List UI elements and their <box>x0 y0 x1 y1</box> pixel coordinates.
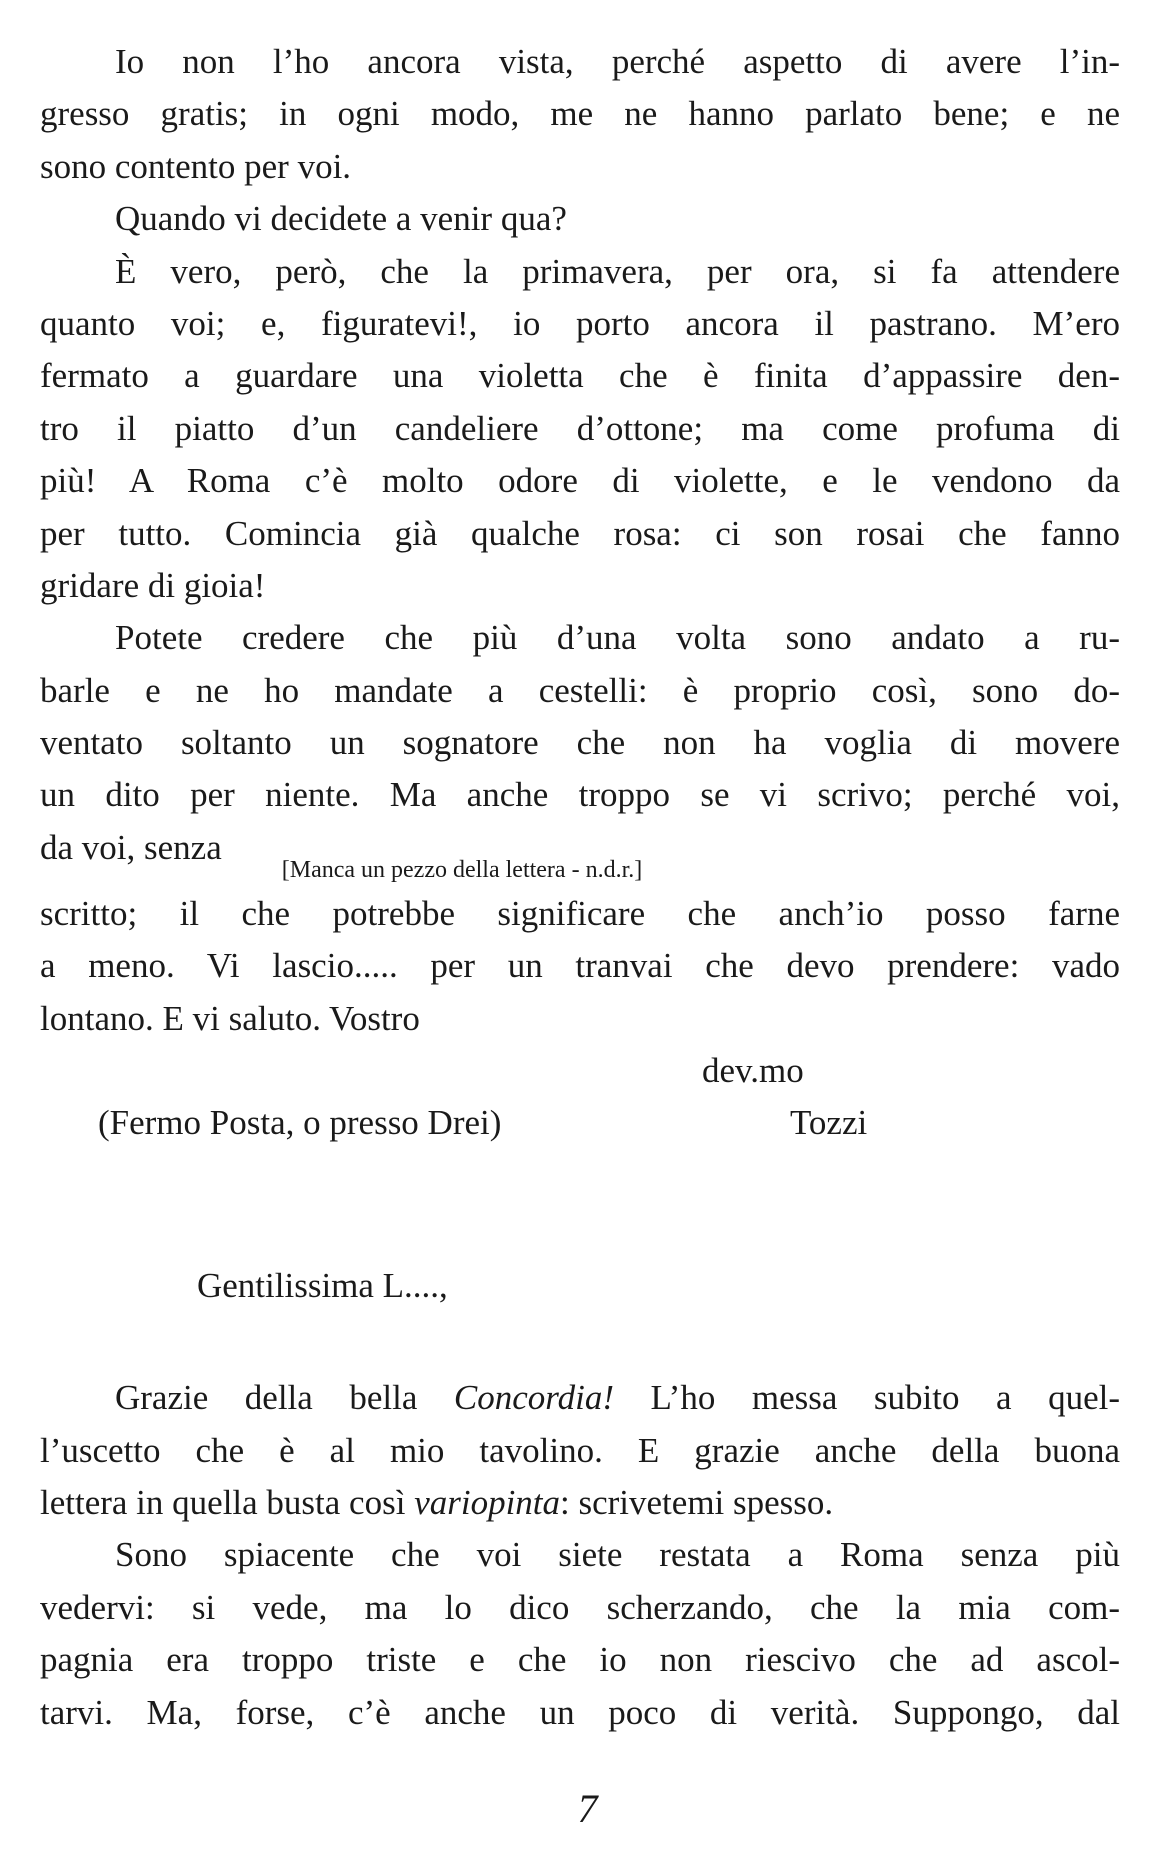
closing: dev.mo <box>702 1051 804 1091</box>
text-line: quanto voi; e, figuratevi!, io porto ancora il pastrano. M’ero <box>40 303 1120 343</box>
signature-row <box>40 1097 1120 1149</box>
letter-page <box>40 36 1120 1739</box>
text-line: barle e ne ho mandate a cestelli: è proprio così, sono do- <box>40 670 1120 710</box>
text-line: sono contento per voi. <box>40 146 352 186</box>
lacuna-line <box>40 822 1120 888</box>
text-fragment: L’ho messa subito a quel- <box>613 1378 1121 1418</box>
text-line: pagnia era troppo triste e che io non riescivo che ad ascol- <box>40 1640 1120 1680</box>
text-line: un dito per niente. Ma anche troppo se vi scrivo; perché voi, <box>40 775 1120 815</box>
text-fragment: Grazie della bella <box>115 1378 454 1418</box>
address: (Fermo Posta, o presso Drei) <box>98 1103 502 1143</box>
letter1-paragraph-4 <box>40 612 1120 1045</box>
letter1-paragraph-3 <box>40 246 1120 613</box>
signature: Tozzi <box>790 1103 868 1143</box>
text-line: Sono spiacente che voi siete restata a Roma senza più <box>115 1535 1120 1575</box>
text-line: gridare di gioia! <box>40 565 266 605</box>
text-line: Io non l’ho ancora vista, perché aspetto di avere l’in- <box>115 42 1120 81</box>
text-line: tro il piatto d’un candeliere d’ottone; ma come profuma di <box>40 408 1120 448</box>
text-line: È vero, però, che la primavera, per ora, si fa attendere <box>115 251 1120 291</box>
letter1-paragraph-2 <box>40 193 1120 245</box>
text-line: tarvi. Ma, forse, c’è anche un poco di verità. Suppongo, dal <box>40 1692 1120 1732</box>
text-line: a meno. Vi lascio..... per un tranvai che devo prendere: vado <box>40 946 1120 986</box>
text-line: fermato a guardare una violetta che è finita d’appassire den- <box>40 356 1120 396</box>
text-line: Potete credere che più d’una volta sono andato a ru- <box>115 618 1120 658</box>
text-line: lontano. E vi saluto. Vostro <box>40 998 420 1038</box>
letter1-paragraph-1 <box>40 36 1120 193</box>
text-line <box>40 1477 1120 1529</box>
letter2-paragraph-2 <box>40 1529 1120 1739</box>
text-line: ventato soltanto un sognatore che non ha voglia di movere <box>40 723 1120 763</box>
editor-note: [Manca un pezzo della lettera - n.d.r.] <box>281 856 643 883</box>
text-line: gresso gratis; in ogni modo, me ne hanno parlato bene; e ne <box>40 94 1120 134</box>
emphasis-word: variopinta <box>414 1482 561 1522</box>
salutation: Gentilissima L...., <box>197 1265 448 1305</box>
closing-row <box>40 1045 1120 1097</box>
text-line: per tutto. Comincia già qualche rosa: ci son rosai che fanno <box>40 513 1120 553</box>
text-line: Quando vi decidete a venir qua? <box>115 199 567 239</box>
text-line: scritto; il che potrebbe significare che anch’io posso farne <box>40 893 1120 933</box>
text-line: più! A Roma c’è molto odore di violette, e le vendono da <box>40 461 1120 501</box>
text-line <box>40 1372 1120 1424</box>
letter2-paragraph-1 <box>40 1372 1120 1529</box>
text-line: vedervi: si vede, ma lo dico scherzando, che la mia com- <box>40 1587 1120 1627</box>
text-fragment: da voi, senza <box>40 827 222 867</box>
journal-title: Concordia! <box>453 1378 614 1418</box>
text-fragment: : scrivetemi spesso. <box>560 1482 834 1522</box>
text-fragment: lettera in quella busta così <box>40 1482 415 1522</box>
page-number: 7 <box>577 1786 598 1831</box>
text-line: l’uscetto che è al mio tavolino. E grazie anche della buona <box>40 1430 1120 1470</box>
